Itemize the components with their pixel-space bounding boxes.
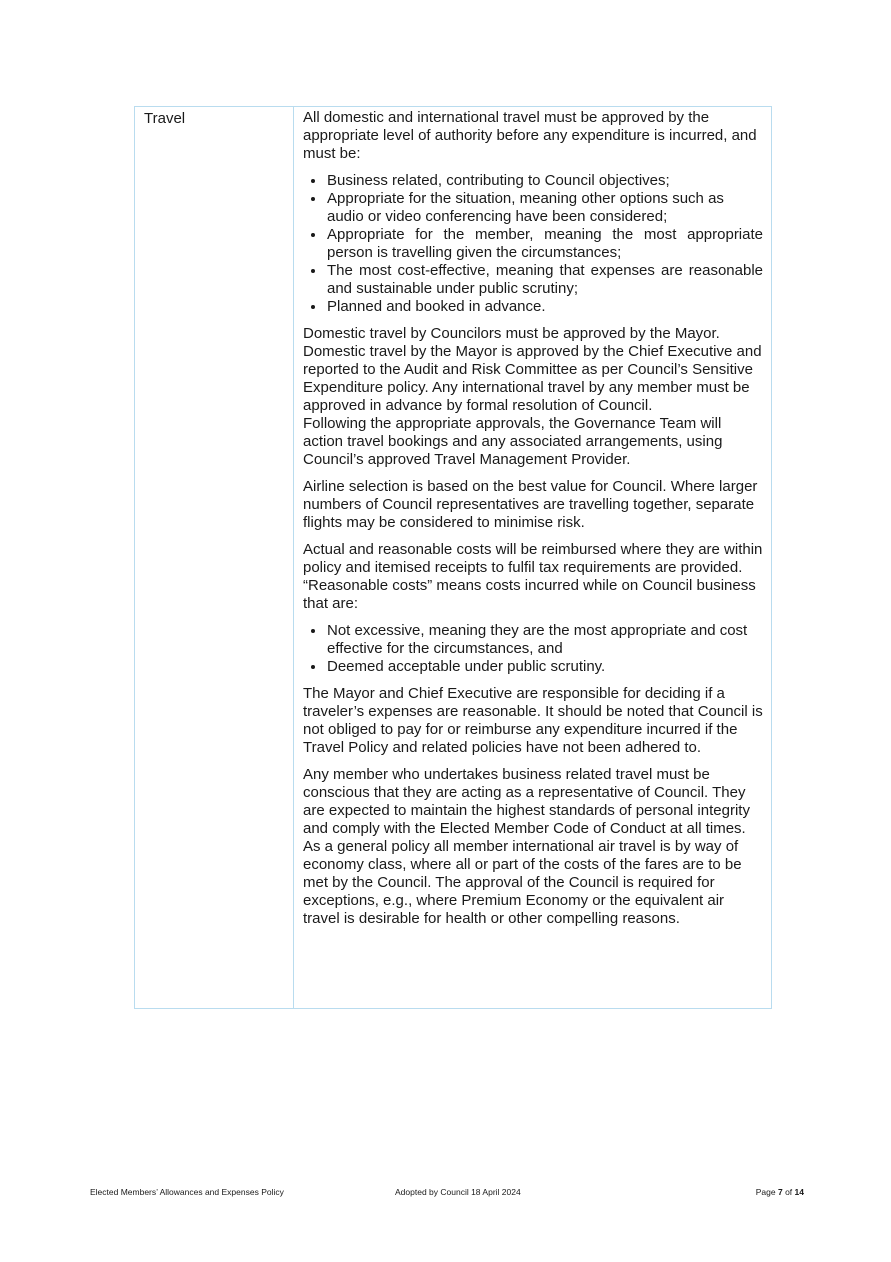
criteria-item: • Planned and booked in advance.: [326, 298, 763, 316]
page-prefix: Page: [755, 1187, 776, 1197]
costs-paragraph: Actual and reasonable costs will be reimbursed where they are within policy and itemised receipts to fulfil tax requirements are provided. “Reasonable costs” means costs incurred while on Council business that are:: [303, 541, 763, 612]
criteria-item: • Business related, contributing to Council objectives;: [326, 172, 763, 190]
page-of: of: [785, 1187, 793, 1197]
reasonable-item: • Not excessive, meaning they are the most appropriate and cost effective for the circumstances, and: [326, 622, 763, 658]
reasonable-costs-list: [303, 622, 763, 676]
conduct-text: Any member who undertakes business related travel must be conscious that they are acting as a representative of Council. They are expected to maintain the highest standards of personal integrity and comply with the Elected Member Code of Conduct at all times.: [303, 766, 750, 837]
air-class-text: As a general policy all member international air travel is by way of economy class, where all or part of the costs of the fares are to be met by the Council. The approval of the Council is required for exceptions, e.g., where Premium Economy or the equivalent air travel is desirable for health or other compelling reasons.: [303, 838, 742, 927]
conduct-paragraph: [303, 766, 763, 928]
section-label: Travel: [144, 110, 186, 127]
criteria-item: • The most cost-effective, meaning that expenses are reasonable and sustainable under public scrutiny;: [326, 262, 763, 298]
footer-policy-name: Elected Members’ Allowances and Expenses Policy: [90, 1187, 284, 1197]
section-content-cell: [294, 107, 771, 1008]
footer-adopted-date: Adopted by Council 18 April 2024: [395, 1187, 521, 1197]
page-current: 7: [777, 1187, 783, 1197]
footer-page-number: [756, 1186, 804, 1198]
reasonable-item: • Deemed acceptable under public scrutiny.: [326, 658, 763, 676]
responsibility-paragraph: The Mayor and Chief Executive are responsible for deciding if a traveler’s expenses are reasonable. It should be noted that Council is not obliged to pay for or reimburse any expenditure incurred if the Travel Policy and related policies have not been adhered to.: [303, 685, 763, 756]
page-total: 14: [794, 1187, 804, 1197]
bookings-text: Following the appropriate approvals, the Governance Team will action travel bookings and any associated arrangements, using Council’s approved Travel Management Provider.: [303, 415, 723, 468]
intro-paragraph: All domestic and international travel must be approved by the appropriate level of authority before any expenditure is incurred, and must be:: [303, 109, 757, 162]
airline-paragraph: Airline selection is based on the best value for Council. Where larger numbers of Council representatives are travelling together, separate flights may be considered to minimise risk.: [303, 478, 758, 531]
criteria-item: • Appropriate for the situation, meaning other options such as audio or video conferencing have been considered;: [326, 190, 763, 226]
approval-criteria-list: [303, 172, 763, 316]
approvals-text: Domestic travel by Councilors must be approved by the Mayor. Domestic travel by the Mayor is approved by the Chief Executive and reported to the Audit and Risk Committee as per Council’s Sensitive Expenditure policy. Any international travel by any member must be approved in advance by formal resolution of Council.: [303, 325, 762, 414]
criteria-item: • Appropriate for the member, meaning the most appropriate person is travelling given the circumstances;: [326, 226, 763, 262]
section-label-cell: [135, 107, 294, 1008]
policy-table: [134, 106, 772, 1009]
page-footer: [0, 1186, 891, 1198]
approvals-paragraph: [303, 325, 763, 469]
